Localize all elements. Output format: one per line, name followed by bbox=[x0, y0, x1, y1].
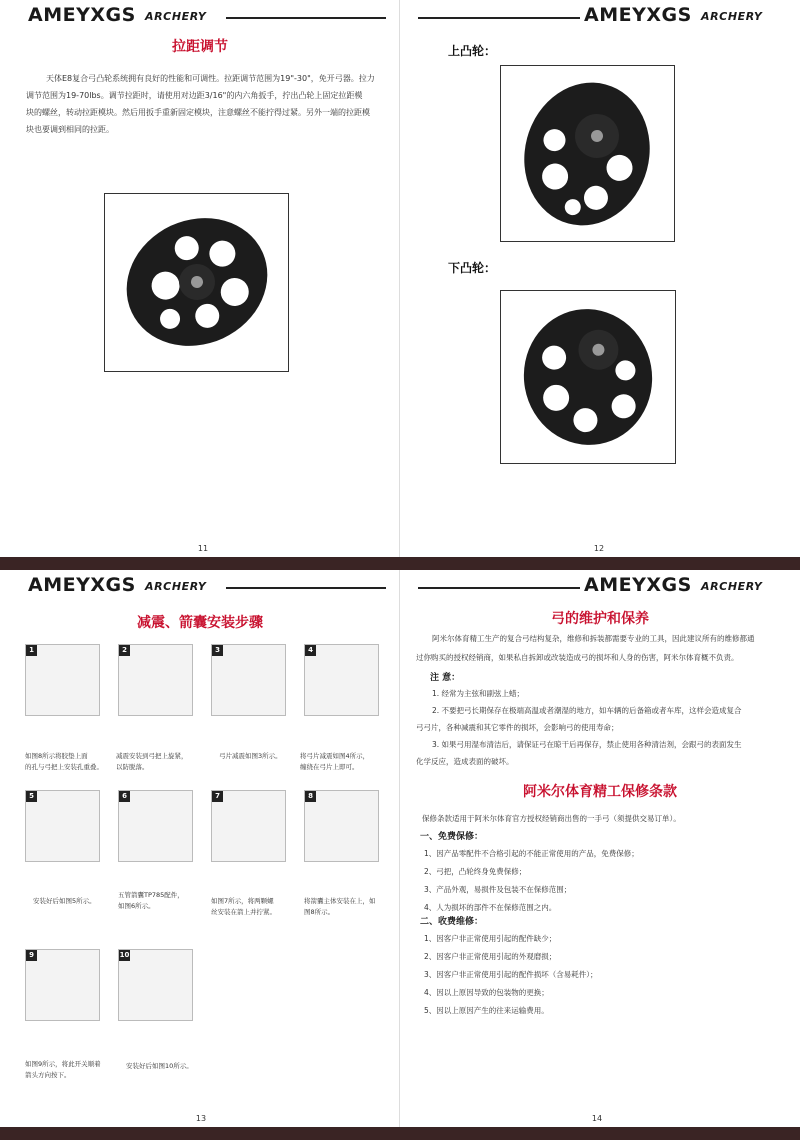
brand-tagline: ARCHERY bbox=[701, 580, 763, 593]
brand-logo: AMEYXGS bbox=[584, 574, 692, 596]
page-header bbox=[28, 574, 388, 596]
lower-cam-illustration bbox=[501, 291, 675, 463]
intro-line: 过你购买的授权经销商，如果私自拆卸或改装造成弓的损坏和人身的伤害，阿米尔体育概不负责。 bbox=[416, 653, 739, 662]
header-rule bbox=[418, 17, 580, 19]
page-footer-band bbox=[0, 557, 800, 570]
paid-item: 3、因客户非正常使用引起的配件损坏（含易耗件）； bbox=[424, 970, 598, 979]
cam-photo bbox=[104, 193, 289, 372]
page-13 bbox=[0, 570, 400, 1140]
step-2-image: 2 bbox=[118, 644, 193, 716]
page-12 bbox=[400, 0, 800, 570]
step-6-caption: 五管箭囊TP785配件， 如图6所示。 bbox=[118, 891, 184, 910]
step-9-image: 9 bbox=[25, 949, 100, 1021]
page-number: 14 bbox=[591, 1114, 603, 1123]
header-rule bbox=[226, 587, 386, 589]
free-item: 2、弓把，凸轮终身免费保修； bbox=[424, 867, 527, 876]
page-footer-band bbox=[0, 1127, 800, 1140]
step-1-caption: 如图8所示将胶垫上面 的孔与弓把上安装孔重叠。 bbox=[25, 752, 103, 771]
page-number: 12 bbox=[593, 544, 605, 553]
free-repair-heading: 一、免费保修： bbox=[420, 832, 484, 842]
paid-item: 1、因客户非正常使用引起的配件缺少； bbox=[424, 934, 557, 943]
body-line: 块也要调到相同的拉距。 bbox=[26, 125, 114, 134]
intro-line: 阿米尔体育精工生产的复合弓结构复杂，维修和拆装都需要专业的工具，因此建议所有的维修都通 bbox=[432, 634, 755, 643]
step-4-image: 4 bbox=[304, 644, 379, 716]
paid-repair-heading: 二、收费维修： bbox=[420, 917, 484, 927]
header-rule bbox=[226, 17, 386, 19]
note-heading: 注 意： bbox=[430, 673, 461, 683]
free-item: 4、人为损坏的部件不在保修范围之内。 bbox=[424, 903, 557, 912]
step-9-caption: 如图9所示，将此开关顺着 箭头方向按下。 bbox=[25, 1060, 101, 1079]
warranty-title: 阿米尔体育精工保修条款 bbox=[523, 784, 677, 800]
note-line: 弓弓片，各种减震和其它零件的损坏，会影响弓的使用寿命； bbox=[416, 723, 619, 732]
step-6-image: 6 bbox=[118, 790, 193, 862]
note-line: 1. 经常为主弦和副弦上蜡； bbox=[432, 689, 525, 698]
brand-tagline: ARCHERY bbox=[145, 580, 207, 593]
brand-tagline: ARCHERY bbox=[701, 10, 763, 23]
step-7-caption: 如图7所示，将两颗螺 丝安装在箭上并拧紧。 bbox=[211, 897, 276, 916]
note-line: 2. 不要把弓长期保存在极端高温或者潮湿的地方，如车辆的后备箱或者车库，这样会造成复合 bbox=[432, 706, 742, 715]
step-2-caption: 减震安装到弓把上旋紧， 以防脱落。 bbox=[116, 752, 188, 771]
page-11 bbox=[0, 0, 400, 570]
cam-illustration bbox=[105, 194, 288, 371]
step-4-caption: 将弓片减震如图4所示， 缠绕在弓片上即可。 bbox=[300, 752, 370, 771]
body-line: 块的螺丝，转动拉距模块。然后用扳手重新固定模块，注意螺丝不能拧得过紧。另外一端的拉距模 bbox=[26, 108, 370, 117]
lower-cam-label: 下凸轮： bbox=[448, 261, 497, 275]
page-title: 拉距调节 bbox=[172, 39, 228, 55]
page-number: 11 bbox=[197, 544, 209, 553]
brand-logo: AMEYXGS bbox=[28, 4, 136, 26]
paid-item: 2、因客户非正常使用引起的外观磨损； bbox=[424, 952, 557, 961]
page-title: 减震、箭囊安装步骤 bbox=[137, 615, 263, 631]
page-14 bbox=[400, 570, 800, 1140]
step-8-caption: 将箭囊主体安装在上，如 图8所示。 bbox=[304, 897, 376, 916]
page-title: 弓的维护和保养 bbox=[551, 611, 649, 627]
step-5-image: 5 bbox=[25, 790, 100, 862]
step-5-caption: 安装好后如图5所示。 bbox=[33, 897, 96, 905]
upper-cam-photo bbox=[500, 65, 675, 242]
lower-cam-photo bbox=[500, 290, 676, 464]
upper-cam-illustration bbox=[501, 66, 674, 241]
note-line: 3. 如果弓用湿布清洁后，请保证弓在晾干后再保存，禁止使用各种清洁剂，会跟弓的表面发生 bbox=[432, 740, 742, 749]
body-line: 调节范围为19-70lbs。调节拉距时，请使用对边距3/16"的内六角扳手，拧出凸轮上固定拉距模 bbox=[26, 91, 363, 100]
header-rule bbox=[418, 587, 580, 589]
page-header bbox=[418, 4, 778, 26]
step-10-caption: 安装好后如图10所示。 bbox=[126, 1062, 193, 1070]
warranty-intro: 保修条款适用于阿米尔体育官方授权经销商出售的一手弓（须提供交易订单）。 bbox=[422, 814, 681, 823]
brand-logo: AMEYXGS bbox=[584, 4, 692, 26]
step-1-image: 1 bbox=[25, 644, 100, 716]
brand-logo: AMEYXGS bbox=[28, 574, 136, 596]
upper-cam-label: 上凸轮： bbox=[448, 44, 497, 58]
step-10-image: 10 bbox=[118, 949, 193, 1021]
page-header bbox=[418, 574, 778, 596]
step-7-image: 7 bbox=[211, 790, 286, 862]
page-number: 13 bbox=[195, 1114, 207, 1123]
page-header bbox=[28, 4, 388, 26]
step-8-image: 8 bbox=[304, 790, 379, 862]
brand-tagline: ARCHERY bbox=[145, 10, 207, 23]
step-3-caption: 弓片减震如图3所示。 bbox=[219, 752, 282, 760]
free-item: 3、产品外观，易损件及包装不在保修范围； bbox=[424, 885, 572, 894]
body-line: 天体E8复合弓凸轮系统拥有良好的性能和可调性。拉距调节范围为19"-30"，免开弓器。拉力 bbox=[46, 74, 375, 83]
free-item: 1、因产品零配件不合格引起的不能正常使用的产品，免费保修； bbox=[424, 849, 639, 858]
paid-item: 5、因以上原因产生的往来运输费用。 bbox=[424, 1006, 549, 1015]
note-line: 化学反应，造成表面的破坏。 bbox=[416, 757, 514, 766]
paid-item: 4、因以上原因导致的包装物的更换； bbox=[424, 988, 549, 997]
step-3-image: 3 bbox=[211, 644, 286, 716]
